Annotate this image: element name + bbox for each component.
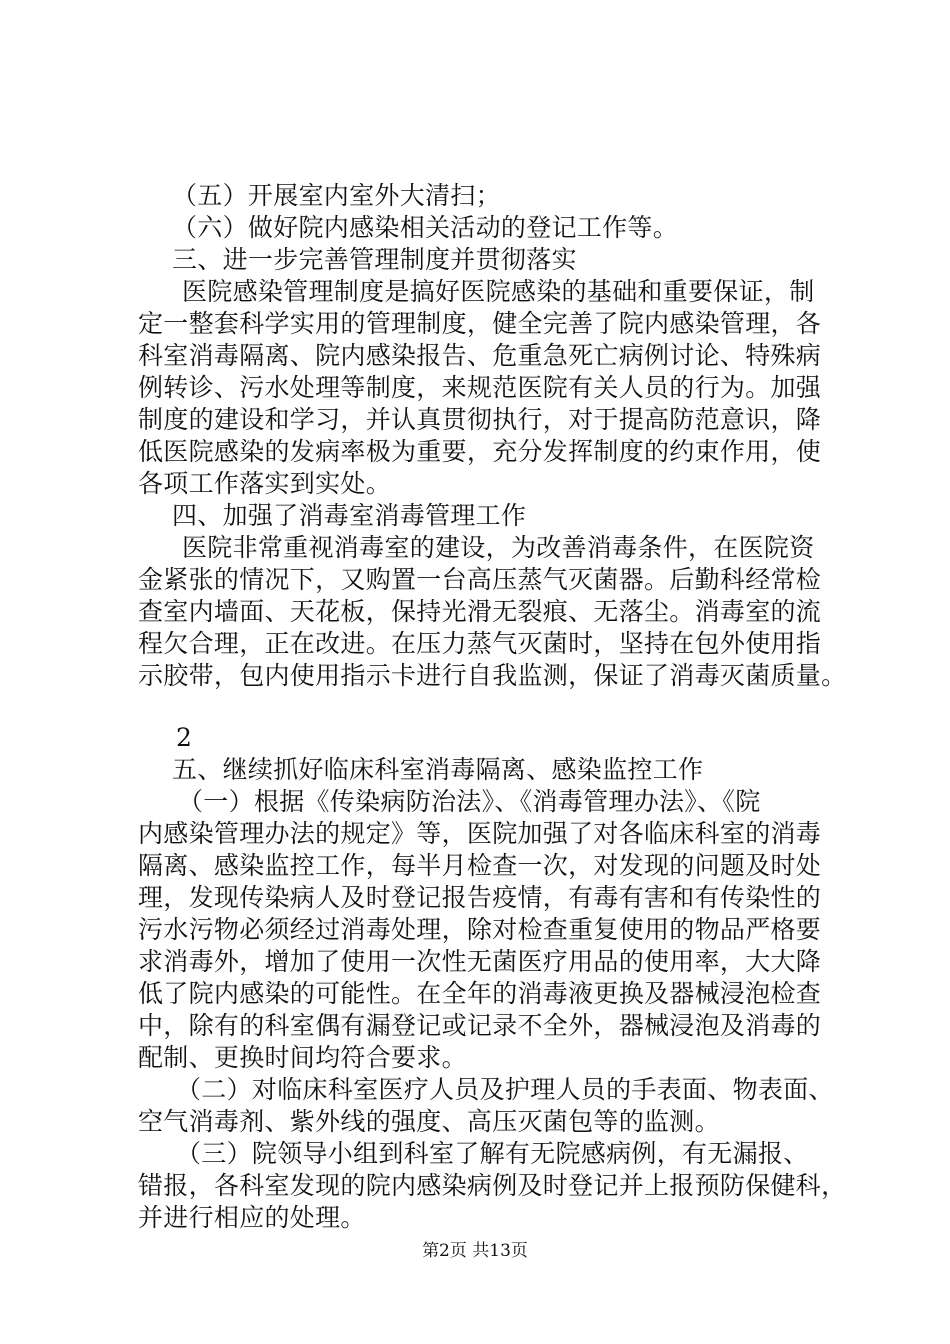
text-line: 低医院感染的发病率极为重要，充分发挥制度的约束作用，使 xyxy=(138,437,822,466)
page-footer: 第2页 共13页 xyxy=(422,1241,528,1261)
text-line: 低了院内感染的可能性。在全年的消毒液更换及器械浸泡检查 xyxy=(138,979,822,1008)
text-line: 并进行相应的处理。 xyxy=(138,1203,366,1232)
text-line: 四、加强了消毒室消毒管理工作 xyxy=(172,501,527,530)
text-line: （三）院领导小组到科室了解有无院感病例，有无漏报、 xyxy=(176,1139,809,1168)
text-line: 隔离、感染监控工作，每半月检查一次，对发现的问题及时处 xyxy=(138,851,822,880)
text-line: 程欠合理，正在改进。在压力蒸气灭菌时，坚持在包外使用指 xyxy=(138,629,822,658)
text-line: 五、继续抓好临床科室消毒隔离、感染监控工作 xyxy=(172,755,704,784)
text-line: 医院感染管理制度是搞好医院感染的基础和重要保证，制 xyxy=(182,277,815,306)
text-line: 例转诊、污水处理等制度，来规范医院有关人员的行为。加强 xyxy=(138,373,822,402)
text-line: 求消毒外，增加了使用一次性无菌医疗用品的使用率，大大降 xyxy=(138,947,822,976)
text-line: 示胶带，包内使用指示卡进行自我监测，保证了消毒灭菌质量。 xyxy=(138,661,847,690)
text-line: （六）做好院内感染相关活动的登记工作等。 xyxy=(172,213,679,242)
text-line: 三、进一步完善管理制度并贯彻落实 xyxy=(172,245,577,274)
text-line: 配制、更换时间均符合要求。 xyxy=(138,1043,467,1072)
text-line: （五）开展室内室外大清扫； xyxy=(172,181,501,210)
text-line: （二）对临床科室医疗人员及护理人员的手表面、物表面、 xyxy=(176,1075,834,1104)
text-line: （一）根据《传染病防治法》、《消毒管理办法》、《院 xyxy=(178,787,761,816)
text-line: 科室消毒隔离、院内感染报告、危重急死亡病例讨论、特殊病 xyxy=(138,341,822,370)
text-line: 空气消毒剂、紫外线的强度、高压灭菌包等的监测。 xyxy=(138,1107,720,1136)
inline-page-number: 2 xyxy=(176,723,193,752)
text-line: 各项工作落实到实处。 xyxy=(138,469,392,498)
text-line: 内感染管理办法的规定》等，医院加强了对各临床科室的消毒 xyxy=(138,819,822,848)
text-line: 金紧张的情况下，又购置一台高压蒸气灭菌器。后勤科经常检 xyxy=(138,565,822,594)
text-line: 污水污物必须经过消毒处理，除对检查重复使用的物品严格要 xyxy=(138,915,822,944)
text-line: 理，发现传染病人及时登记报告疫情，有毒有害和有传染性的 xyxy=(138,883,822,912)
text-line: 查室内墙面、天花板，保持光滑无裂痕、无落尘。消毒室的流 xyxy=(138,597,822,626)
text-line: 错报，各科室发现的院内感染病例及时登记并上报预防保健科， xyxy=(138,1171,847,1200)
text-line: 医院非常重视消毒室的建设，为改善消毒条件，在医院资 xyxy=(182,533,815,562)
text-line: 定一整套科学实用的管理制度，健全完善了院内感染管理，各 xyxy=(138,309,822,338)
text-line: 制度的建设和学习，并认真贯彻执行，对于提高防范意识，降 xyxy=(138,405,822,434)
text-line: 中，除有的科室偶有漏登记或记录不全外，器械浸泡及消毒的 xyxy=(138,1011,822,1040)
